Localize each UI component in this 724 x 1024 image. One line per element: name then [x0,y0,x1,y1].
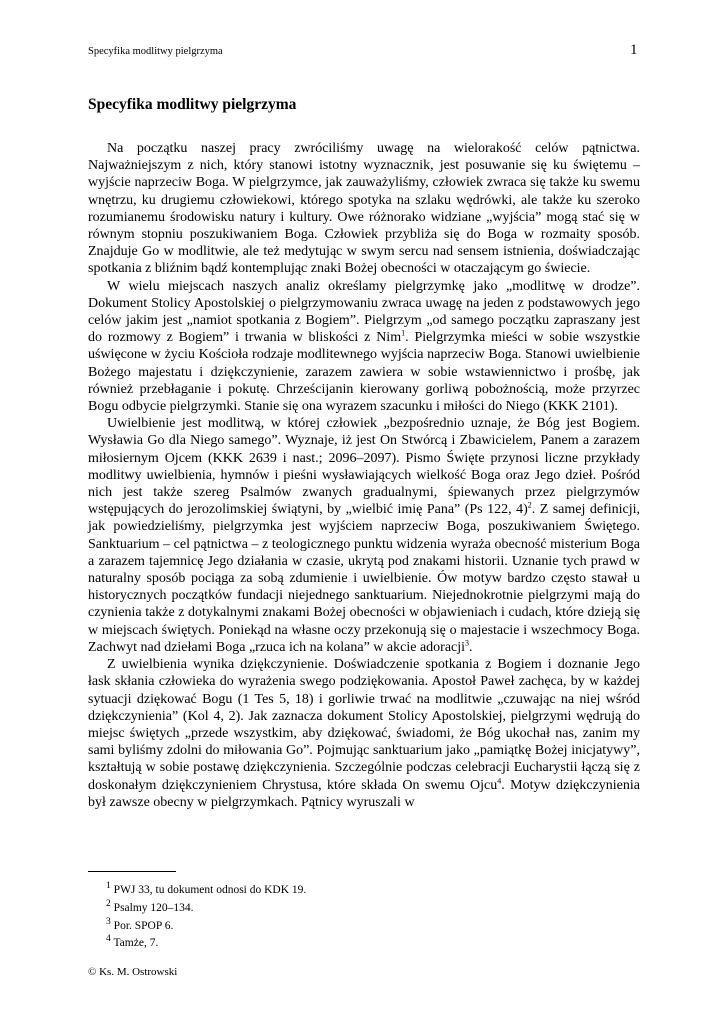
paragraph-text: . [469,639,473,655]
footnote-number: 2 [106,897,111,909]
footnote [106,932,306,950]
footnote-number: 4 [106,933,111,945]
paragraph-text: . Pielgrzymka mieści w sobie wszystkie uświęcone w życiu Kościoła rodzaje modlitewnego wyjścia naprzeciw Boga. Stanowi uwielbienie Bożego majestatu i dziękczynienie, zarazem zawiera w sobie wstawiennictwo i prośbę, jak również przebłaganie i pokutę. Chrześcijanin kierowany gorliwą pobożnością, może przyrzec Bogu odbycie pielgrzymki. Stanie się ona wyrazem szacunku i miłości do Niego (KKK 2101). [88,330,640,415]
body-text [88,140,640,811]
footnote-text: Tamże, 7. [110,937,159,950]
footnote-text: Por. SPOP 6. [110,919,174,932]
paragraph [88,656,640,811]
paragraph [88,278,640,416]
footnote-reference: 3 [465,638,470,648]
footnote [106,897,306,915]
running-header: Specyfika modlitwy pielgrzyma [88,46,223,57]
footnotes [106,879,306,950]
paragraph-text: Na początku naszej pracy zwróciliśmy uwagę na wielorakość celów pątnictwa. Najważniejszym z nich, który stanowi istotny wyznacznik, jest posuwanie się ku świętemu – wyjście naprzeciw Boga. W pielgrzymce, jak zauważyliśmy, człowiek zwraca się także ku swemu wnętrzu, ku drugiemu człowiekowi, którego spotyka na szlaku wędrówki, ale także ku szeroko rozumianemu środowisku natury i kultury. Owe różnorako widziane „wyjścia” mogą stać się w równym stopniu poszukiwaniem Boga. Człowiek przybliża się do Boga w rozmaity sposób. Znajduje Go w modlitwie, ale też medytując w swym sercu nad sensem istnienia, doświadczając spotkania z bliźnim bądź kontemplując znaki Bożej obecności w otaczającym go świecie. [88,141,640,277]
paragraph-text: Uwielbienie jest modlitwą, w której człowiek „bezpośrednio uznaje, że Bóg jest Bogiem. Wysławia Go dla Niego samego”. Wyznaje, iż jest On Stwórcą i Zbawicielem, Panem a zarazem miłosiernym Ojcem (KKK 2639 i nast.; 2096–2097). Pismo Święte przynosi liczne przykłady modlitwy uwielbienia, hymnów i pieśni wysławiających wielkość Boga oraz Jego dzieł. Pośród nich jest także szereg Psalmów zwanych gradualnymi, śpiewanych przez pielgrzymów wstępujących do jerozolimskiej świątyni, by „wielbić imię Pana” (Ps 122, 4) [88,416,640,518]
footnote-text: PWJ 33, tu dokument odnosi do KDK 19. [110,883,307,896]
footnote-number: 3 [106,915,111,927]
footnote-text: Psalmy 120–134. [110,901,194,914]
footnote [106,915,306,933]
footnote-separator [88,871,176,872]
paragraph-text: Z uwielbienia wynika dziękczynienie. Doświadczenie spotkania z Bogiem i doznanie Jego łask skłania człowieka do wyrażenia swego podziękowania. Apostoł Paweł zachęca, by w każdej sytuacji dziękować Bogu (1 Tes 5, 18) i gorliwie trwać na modlitwie „czuwając na niej wśród dziękczynienia” (Kol 4, 2). Jak zaznacza dokument Stolicy Apostolskiej, pielgrzymi wędrują do miejsc świętych „przede wszystkim, aby dziękować, świadomi, że Bóg ukochał nas, zanim my sami byliśmy zdolni do miłowania Go”. Pojmując sanktuarium jako „pamiątkę Bożej inicjatywy”, kształtują w sobie postawę dziękczynienia. Szczególnie podczas celebracji Eucharystii łączą się z doskonałym dziękczynieniem Chrystusa, które składa On swemu Ojcu [88,657,640,793]
footnote-number: 1 [106,880,111,891]
footnote-reference: 2 [527,500,532,510]
page-title: Specyfika modlitwy pielgrzyma [88,96,297,113]
paragraph [88,140,640,278]
paragraph [88,415,640,656]
page-number: 1 [630,42,638,58]
paragraph-text: W wielu miejscach naszych analiz określamy pielgrzymkę jako „modlitwę w drodze”. Dokument Stolicy Apostolskiej o pielgrzymowaniu zwraca uwagę na jeden z podstawowych jego celów jakim jest „namiot spotkania z Bogiem”. Pielgrzym „od samego początku zapraszany jest do rozmowy z Bogiem” i trwania w bliskości z Nim [88,278,640,346]
paragraph-text: . Z samej definicji, jak powiedzieliśmy, pielgrzymka jest wyjściem naprzeciw Boga, poszukiwaniem Świętego. Sanktuarium – cel pątnictwa – z teologicznego punktu widzenia wyraża obecność misterium Boga a zarazem tajemnicę Jego działania w czasie, ukrytą pod znakami historii. Uznanie tych prawd w naturalny sposób pociąga za sobą zdumienie i uwielbienie. Ów motyw bardzo często stawał u historycznych początków fundacji niejednego sanktuarium. Niejednokrotnie pielgrzymi mają do czynienia także z dotykalnymi znakami Bożej obecności w objawieniach i cudach, które dzieją się w miejscach świętych. Poniekąd na własne oczy przekonują się o majestacie i wszechmocy Boga. Zachwyt nad dziełami Boga „rzuca ich na kolana” w akcie adoracji [88,502,641,655]
copyright-footer: © Ks. M. Ostrowski [88,966,178,978]
paragraph-text: . Motyw dziękczynienia był zawsze obecny w pielgrzymkach. Pątnicy wyruszali w [88,777,640,810]
footnote [106,879,306,897]
footnote-reference: 4 [497,775,502,785]
footnote-reference: 1 [401,328,406,338]
